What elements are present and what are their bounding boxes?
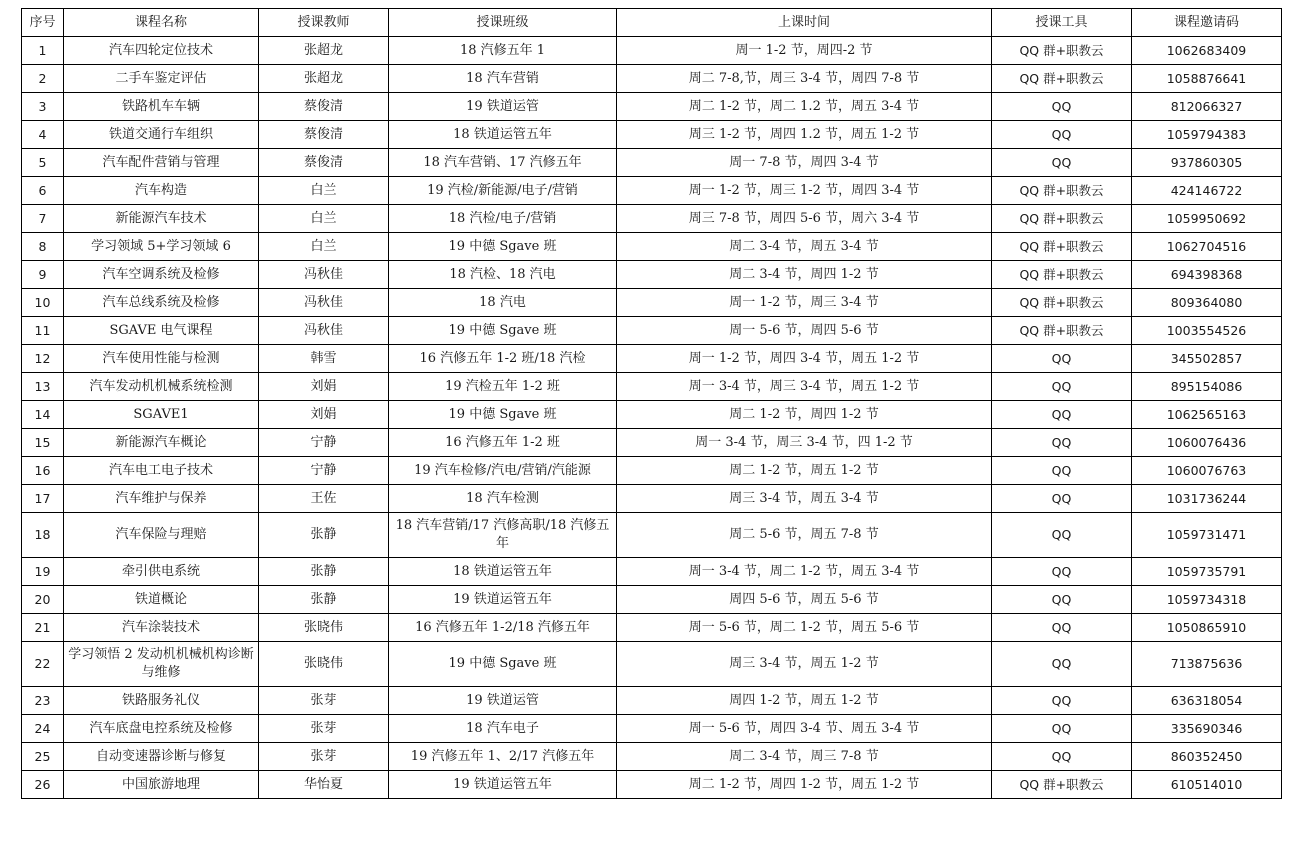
table-row bbox=[22, 177, 1282, 205]
cell-time: 周二 1-2 节，周四 1-2 节 bbox=[617, 401, 992, 429]
cell-time: 周三 3-4 节，周五 3-4 节 bbox=[617, 485, 992, 513]
cell-teacher: 刘娟 bbox=[259, 373, 389, 401]
cell-time: 周一 5-6 节，周二 1-2 节，周五 5-6 节 bbox=[617, 614, 992, 642]
cell-time: 周一 3-4 节，周三 3-4 节，周五 1-2 节 bbox=[617, 373, 992, 401]
cell-time: 周二 3-4 节，周四 1-2 节 bbox=[617, 261, 992, 289]
table-body bbox=[22, 37, 1282, 799]
cell-tool: QQ bbox=[992, 121, 1132, 149]
header-teacher: 授课教师 bbox=[259, 9, 389, 37]
cell-code: 1060076436 bbox=[1132, 429, 1282, 457]
cell-tool: QQ 群+职教云 bbox=[992, 233, 1132, 261]
cell-time: 周一 7-8 节，周四 3-4 节 bbox=[617, 149, 992, 177]
cell-time: 周一 1-2 节，周三 1-2 节，周四 3-4 节 bbox=[617, 177, 992, 205]
header-no: 序号 bbox=[22, 9, 64, 37]
cell-tool: QQ 群+职教云 bbox=[992, 261, 1132, 289]
cell-tool: QQ bbox=[992, 345, 1132, 373]
cell-tool: QQ bbox=[992, 743, 1132, 771]
cell-class: 19 中德 Sgave 班 bbox=[389, 317, 617, 345]
table-row bbox=[22, 37, 1282, 65]
cell-code: 610514010 bbox=[1132, 771, 1282, 799]
cell-tool: QQ bbox=[992, 687, 1132, 715]
cell-teacher: 韩雪 bbox=[259, 345, 389, 373]
cell-code: 1059735791 bbox=[1132, 558, 1282, 586]
cell-code: 1060076763 bbox=[1132, 457, 1282, 485]
table-row bbox=[22, 743, 1282, 771]
cell-course: 学习领域 5+学习领域 6 bbox=[64, 233, 259, 261]
cell-course: 汽车维护与保养 bbox=[64, 485, 259, 513]
cell-no: 23 bbox=[22, 687, 64, 715]
cell-teacher: 张超龙 bbox=[259, 65, 389, 93]
cell-course: 新能源汽车技术 bbox=[64, 205, 259, 233]
cell-course: 学习领悟 2 发动机机械机构诊断与维修 bbox=[64, 642, 259, 687]
cell-time: 周二 5-6 节，周五 7-8 节 bbox=[617, 513, 992, 558]
cell-tool: QQ 群+职教云 bbox=[992, 771, 1132, 799]
cell-code: 937860305 bbox=[1132, 149, 1282, 177]
cell-code: 1003554526 bbox=[1132, 317, 1282, 345]
cell-teacher: 蔡俊清 bbox=[259, 93, 389, 121]
table-row bbox=[22, 121, 1282, 149]
cell-course: 汽车发动机机械系统检测 bbox=[64, 373, 259, 401]
table-row bbox=[22, 149, 1282, 177]
cell-course: 汽车涂装技术 bbox=[64, 614, 259, 642]
cell-tool: QQ bbox=[992, 715, 1132, 743]
table-row bbox=[22, 558, 1282, 586]
cell-tool: QQ bbox=[992, 429, 1132, 457]
cell-code: 713875636 bbox=[1132, 642, 1282, 687]
cell-class: 19 铁道运管五年 bbox=[389, 586, 617, 614]
table-row bbox=[22, 513, 1282, 558]
table-row bbox=[22, 401, 1282, 429]
cell-teacher: 华怡夏 bbox=[259, 771, 389, 799]
cell-code: 1062704516 bbox=[1132, 233, 1282, 261]
table-row bbox=[22, 205, 1282, 233]
cell-teacher: 张超龙 bbox=[259, 37, 389, 65]
cell-code: 1059794383 bbox=[1132, 121, 1282, 149]
cell-no: 25 bbox=[22, 743, 64, 771]
header-course: 课程名称 bbox=[64, 9, 259, 37]
cell-code: 1062565163 bbox=[1132, 401, 1282, 429]
cell-class: 16 汽修五年 1-2/18 汽修五年 bbox=[389, 614, 617, 642]
cell-class: 19 铁道运管 bbox=[389, 687, 617, 715]
table-row bbox=[22, 771, 1282, 799]
cell-teacher: 张芽 bbox=[259, 687, 389, 715]
cell-class: 18 汽车检测 bbox=[389, 485, 617, 513]
cell-no: 16 bbox=[22, 457, 64, 485]
cell-time: 周二 1-2 节，周五 1-2 节 bbox=[617, 457, 992, 485]
cell-course: 中国旅游地理 bbox=[64, 771, 259, 799]
cell-tool: QQ 群+职教云 bbox=[992, 289, 1132, 317]
table-header-row bbox=[22, 9, 1282, 37]
cell-course: 铁道概论 bbox=[64, 586, 259, 614]
cell-no: 24 bbox=[22, 715, 64, 743]
cell-class: 18 汽检/电子/营销 bbox=[389, 205, 617, 233]
cell-no: 1 bbox=[22, 37, 64, 65]
cell-course: 汽车构造 bbox=[64, 177, 259, 205]
cell-class: 19 中德 Sgave 班 bbox=[389, 233, 617, 261]
cell-teacher: 冯秋佳 bbox=[259, 289, 389, 317]
cell-code: 636318054 bbox=[1132, 687, 1282, 715]
cell-tool: QQ bbox=[992, 373, 1132, 401]
cell-code: 895154086 bbox=[1132, 373, 1282, 401]
cell-time: 周二 3-4 节，周三 7-8 节 bbox=[617, 743, 992, 771]
cell-teacher: 张静 bbox=[259, 586, 389, 614]
cell-class: 19 汽检/新能源/电子/营销 bbox=[389, 177, 617, 205]
table-row bbox=[22, 65, 1282, 93]
cell-no: 18 bbox=[22, 513, 64, 558]
cell-time: 周四 5-6 节，周五 5-6 节 bbox=[617, 586, 992, 614]
table-row bbox=[22, 233, 1282, 261]
cell-time: 周三 1-2 节，周四 1.2 节，周五 1-2 节 bbox=[617, 121, 992, 149]
cell-time: 周三 3-4 节，周五 1-2 节 bbox=[617, 642, 992, 687]
cell-no: 3 bbox=[22, 93, 64, 121]
cell-code: 1050865910 bbox=[1132, 614, 1282, 642]
cell-teacher: 冯秋佳 bbox=[259, 317, 389, 345]
cell-class: 19 中德 Sgave 班 bbox=[389, 642, 617, 687]
cell-class: 16 汽修五年 1-2 班/18 汽检 bbox=[389, 345, 617, 373]
cell-code: 1031736244 bbox=[1132, 485, 1282, 513]
cell-course: SGAVE1 bbox=[64, 401, 259, 429]
cell-tool: QQ bbox=[992, 457, 1132, 485]
cell-tool: QQ 群+职教云 bbox=[992, 177, 1132, 205]
cell-no: 11 bbox=[22, 317, 64, 345]
header-class: 授课班级 bbox=[389, 9, 617, 37]
cell-teacher: 张芽 bbox=[259, 715, 389, 743]
cell-class: 18 汽车营销/17 汽修高职/18 汽修五年 bbox=[389, 513, 617, 558]
cell-teacher: 白兰 bbox=[259, 233, 389, 261]
cell-tool: QQ bbox=[992, 614, 1132, 642]
cell-no: 15 bbox=[22, 429, 64, 457]
cell-teacher: 蔡俊清 bbox=[259, 149, 389, 177]
cell-class: 19 铁道运管 bbox=[389, 93, 617, 121]
cell-no: 7 bbox=[22, 205, 64, 233]
cell-no: 22 bbox=[22, 642, 64, 687]
cell-code: 809364080 bbox=[1132, 289, 1282, 317]
cell-no: 13 bbox=[22, 373, 64, 401]
cell-no: 20 bbox=[22, 586, 64, 614]
cell-no: 12 bbox=[22, 345, 64, 373]
cell-teacher: 冯秋佳 bbox=[259, 261, 389, 289]
cell-course: 汽车配件营销与管理 bbox=[64, 149, 259, 177]
table-row bbox=[22, 429, 1282, 457]
cell-no: 2 bbox=[22, 65, 64, 93]
cell-class: 18 汽车营销、17 汽修五年 bbox=[389, 149, 617, 177]
cell-code: 694398368 bbox=[1132, 261, 1282, 289]
cell-no: 4 bbox=[22, 121, 64, 149]
cell-tool: QQ bbox=[992, 558, 1132, 586]
cell-tool: QQ bbox=[992, 513, 1132, 558]
cell-code: 812066327 bbox=[1132, 93, 1282, 121]
header-tool: 授课工具 bbox=[992, 9, 1132, 37]
cell-class: 19 铁道运管五年 bbox=[389, 771, 617, 799]
cell-tool: QQ bbox=[992, 149, 1132, 177]
table-row bbox=[22, 715, 1282, 743]
cell-course: 汽车保险与理赔 bbox=[64, 513, 259, 558]
cell-time: 周一 1-2 节，周四 3-4 节，周五 1-2 节 bbox=[617, 345, 992, 373]
cell-course: 汽车使用性能与检测 bbox=[64, 345, 259, 373]
cell-time: 周一 3-4 节，周二 1-2 节，周五 3-4 节 bbox=[617, 558, 992, 586]
header-code: 课程邀请码 bbox=[1132, 9, 1282, 37]
cell-teacher: 白兰 bbox=[259, 205, 389, 233]
cell-class: 18 铁道运管五年 bbox=[389, 121, 617, 149]
table-row bbox=[22, 485, 1282, 513]
cell-no: 21 bbox=[22, 614, 64, 642]
cell-time: 周二 3-4 节，周五 3-4 节 bbox=[617, 233, 992, 261]
table-row bbox=[22, 93, 1282, 121]
cell-course: 汽车空调系统及检修 bbox=[64, 261, 259, 289]
cell-class: 19 汽修五年 1、2/17 汽修五年 bbox=[389, 743, 617, 771]
cell-teacher: 宁静 bbox=[259, 457, 389, 485]
cell-time: 周二 7-8,节，周三 3-4 节，周四 7-8 节 bbox=[617, 65, 992, 93]
cell-time: 周三 7-8 节，周四 5-6 节，周六 3-4 节 bbox=[617, 205, 992, 233]
cell-code: 1059950692 bbox=[1132, 205, 1282, 233]
cell-time: 周四 1-2 节，周五 1-2 节 bbox=[617, 687, 992, 715]
cell-teacher: 刘娟 bbox=[259, 401, 389, 429]
table-row bbox=[22, 317, 1282, 345]
cell-teacher: 王佐 bbox=[259, 485, 389, 513]
cell-course: SGAVE 电气课程 bbox=[64, 317, 259, 345]
cell-class: 18 汽车电子 bbox=[389, 715, 617, 743]
cell-course: 新能源汽车概论 bbox=[64, 429, 259, 457]
cell-teacher: 张芽 bbox=[259, 743, 389, 771]
cell-tool: QQ bbox=[992, 642, 1132, 687]
cell-code: 1059734318 bbox=[1132, 586, 1282, 614]
cell-code: 424146722 bbox=[1132, 177, 1282, 205]
cell-tool: QQ 群+职教云 bbox=[992, 37, 1132, 65]
cell-code: 1062683409 bbox=[1132, 37, 1282, 65]
cell-course: 二手车鉴定评估 bbox=[64, 65, 259, 93]
cell-teacher: 张晓伟 bbox=[259, 642, 389, 687]
table-row bbox=[22, 687, 1282, 715]
cell-tool: QQ 群+职教云 bbox=[992, 65, 1132, 93]
cell-course: 铁路服务礼仪 bbox=[64, 687, 259, 715]
cell-class: 18 汽电 bbox=[389, 289, 617, 317]
cell-time: 周二 1-2 节，周四 1-2 节，周五 1-2 节 bbox=[617, 771, 992, 799]
cell-no: 8 bbox=[22, 233, 64, 261]
cell-class: 19 汽检五年 1-2 班 bbox=[389, 373, 617, 401]
cell-course: 汽车电工电子技术 bbox=[64, 457, 259, 485]
table-row bbox=[22, 345, 1282, 373]
cell-time: 周一 1-2 节，周三 3-4 节 bbox=[617, 289, 992, 317]
cell-no: 17 bbox=[22, 485, 64, 513]
cell-course: 汽车底盘电控系统及检修 bbox=[64, 715, 259, 743]
cell-course: 铁道交通行车组织 bbox=[64, 121, 259, 149]
cell-tool: QQ bbox=[992, 485, 1132, 513]
cell-code: 1059731471 bbox=[1132, 513, 1282, 558]
cell-class: 16 汽修五年 1-2 班 bbox=[389, 429, 617, 457]
cell-no: 6 bbox=[22, 177, 64, 205]
cell-class: 18 汽车营销 bbox=[389, 65, 617, 93]
cell-no: 19 bbox=[22, 558, 64, 586]
header-time: 上课时间 bbox=[617, 9, 992, 37]
cell-class: 18 汽修五年 1 bbox=[389, 37, 617, 65]
cell-code: 335690346 bbox=[1132, 715, 1282, 743]
cell-teacher: 宁静 bbox=[259, 429, 389, 457]
cell-code: 860352450 bbox=[1132, 743, 1282, 771]
cell-no: 26 bbox=[22, 771, 64, 799]
cell-time: 周一 5-6 节，周四 5-6 节 bbox=[617, 317, 992, 345]
cell-teacher: 张晓伟 bbox=[259, 614, 389, 642]
cell-tool: QQ bbox=[992, 586, 1132, 614]
table-row bbox=[22, 586, 1282, 614]
cell-class: 19 汽车检修/汽电/营销/汽能源 bbox=[389, 457, 617, 485]
cell-course: 自动变速器诊断与修复 bbox=[64, 743, 259, 771]
cell-no: 14 bbox=[22, 401, 64, 429]
cell-tool: QQ bbox=[992, 401, 1132, 429]
cell-course: 牵引供电系统 bbox=[64, 558, 259, 586]
cell-tool: QQ bbox=[992, 93, 1132, 121]
cell-time: 周一 3-4 节，周三 3-4 节，四 1-2 节 bbox=[617, 429, 992, 457]
table-row bbox=[22, 457, 1282, 485]
cell-course: 汽车总线系统及检修 bbox=[64, 289, 259, 317]
cell-teacher: 张静 bbox=[259, 513, 389, 558]
cell-no: 10 bbox=[22, 289, 64, 317]
cell-tool: QQ 群+职教云 bbox=[992, 205, 1132, 233]
cell-class: 18 汽检、18 汽电 bbox=[389, 261, 617, 289]
course-schedule-table bbox=[21, 8, 1282, 799]
cell-class: 19 中德 Sgave 班 bbox=[389, 401, 617, 429]
cell-teacher: 蔡俊清 bbox=[259, 121, 389, 149]
table-row bbox=[22, 642, 1282, 687]
cell-course: 铁路机车车辆 bbox=[64, 93, 259, 121]
cell-code: 1058876641 bbox=[1132, 65, 1282, 93]
cell-no: 5 bbox=[22, 149, 64, 177]
table-row bbox=[22, 261, 1282, 289]
cell-time: 周一 5-6 节，周四 3-4 节、周五 3-4 节 bbox=[617, 715, 992, 743]
table-row bbox=[22, 289, 1282, 317]
cell-time: 周二 1-2 节，周二 1.2 节，周五 3-4 节 bbox=[617, 93, 992, 121]
schedule-table-wrapper bbox=[21, 8, 1282, 799]
cell-tool: QQ 群+职教云 bbox=[992, 317, 1132, 345]
cell-code: 345502857 bbox=[1132, 345, 1282, 373]
table-row bbox=[22, 373, 1282, 401]
cell-teacher: 白兰 bbox=[259, 177, 389, 205]
cell-class: 18 铁道运管五年 bbox=[389, 558, 617, 586]
table-row bbox=[22, 614, 1282, 642]
cell-time: 周一 1-2 节，周四-2 节 bbox=[617, 37, 992, 65]
cell-no: 9 bbox=[22, 261, 64, 289]
cell-teacher: 张静 bbox=[259, 558, 389, 586]
cell-course: 汽车四轮定位技术 bbox=[64, 37, 259, 65]
